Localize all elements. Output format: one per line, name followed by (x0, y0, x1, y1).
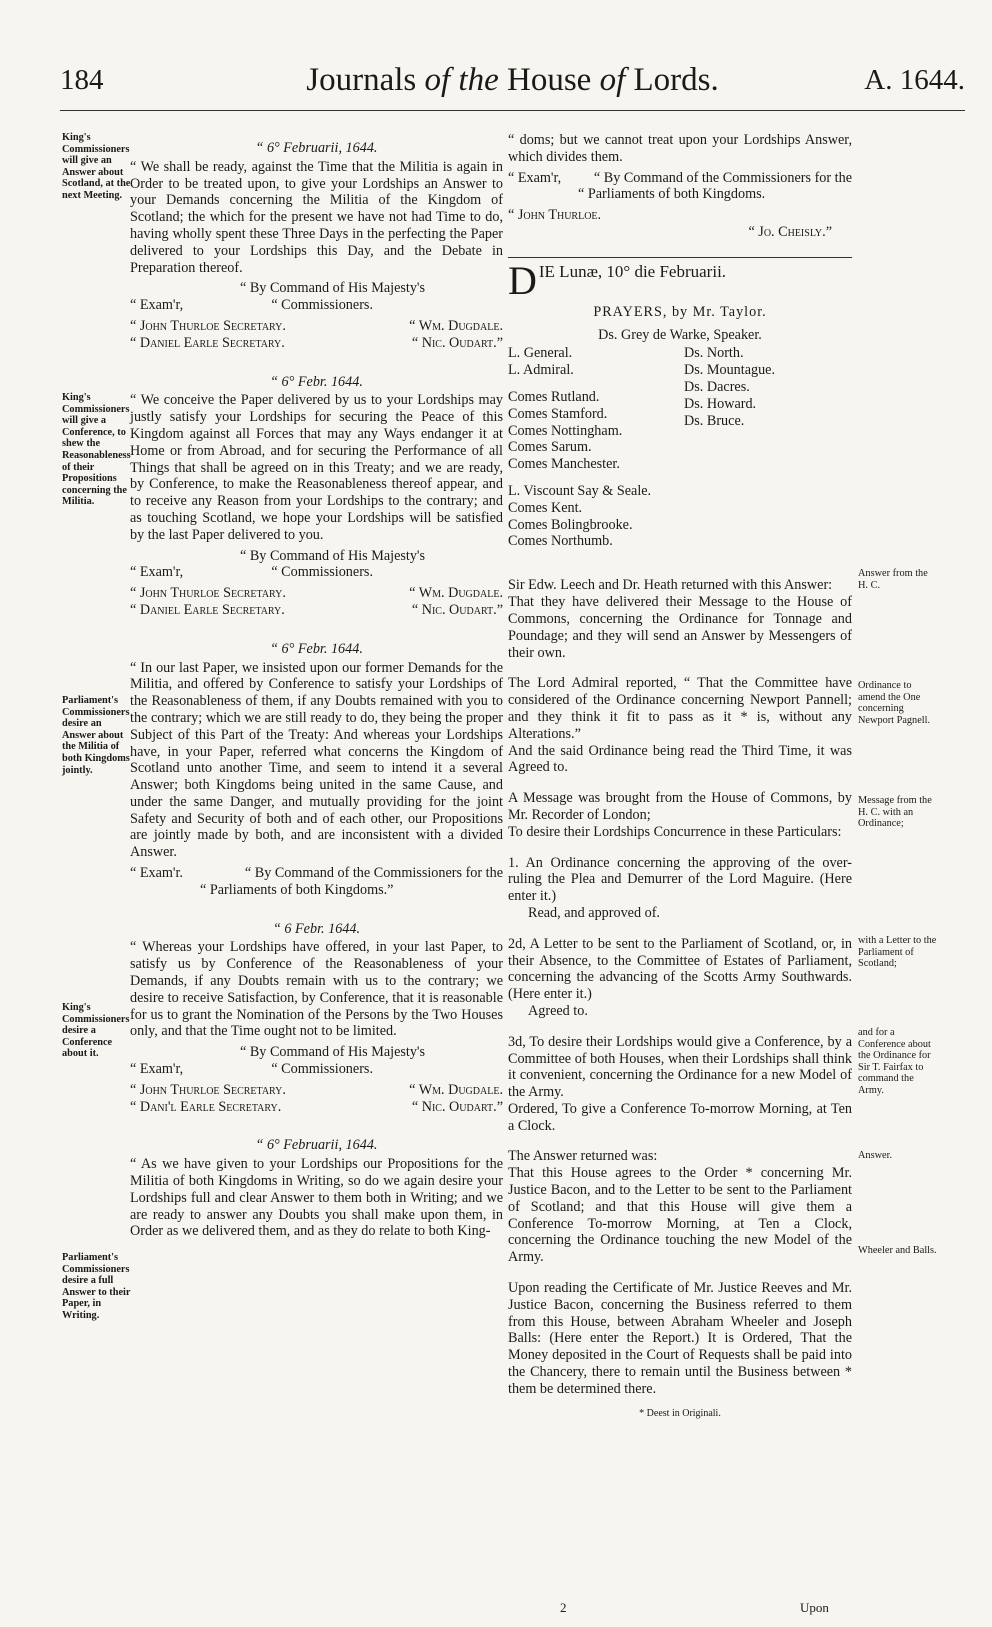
signer: “ Daniel Earle Secretary. (130, 334, 285, 351)
title-word: Lords. (633, 62, 719, 98)
footnote: * Deest in Originali. (639, 1407, 721, 1419)
signer: “ Nic. Oudart.” (411, 1098, 503, 1115)
entry-text: Sir Edw. Leech and Dr. Heath returned with this Answer: (508, 577, 833, 594)
attendance-roster (508, 345, 852, 577)
entry-text: Ordered, To give a Conference To-morrow Morning, at Ten a Clock. (508, 1100, 852, 1134)
roster-entry: Ds. Howard. (684, 395, 757, 412)
minute-entry (130, 921, 503, 1116)
roster-column-peers (508, 345, 651, 550)
entry-text: Agreed to. (528, 1002, 588, 1019)
title-word: Journals (306, 62, 417, 98)
prayers-line: PRAYERS, by Mr. Taylor. (593, 303, 767, 320)
entry-text: That this House agrees to the Order * concerning Mr. Justice Bacon, and to the Letter to be sent to the Parliament of Scotland; and that this House will give them a Conference To-morrow Morning, at Ten a Clock, concerning the Ordinance touching the new Model of the Army. (508, 1165, 852, 1266)
day-heading (508, 257, 852, 303)
margin-note: Message from the H. C. with an Ordinance; (858, 795, 932, 830)
entry-text: “ We shall be ready, against the Time that the Militia is again in Order to be treated upon, to give your Lordships an Answer to your Demands concerning the Militia of the Kingdom of Scotland; the which for the present we have not had Time to do, having wholly spent these Three Days in the perfecting the Paper delivered to your Lordships this Day, and the Debate in Preparation thereof. (130, 158, 503, 276)
title-word: the (458, 62, 499, 98)
title-word: of (424, 62, 451, 98)
signature-block (130, 548, 503, 619)
signature-mark: 2 (560, 1600, 567, 1615)
entry-text: 1. An Ordinance concerning the approving of the over-ruling the Plea and Demurrer of the Lord Maguire. (Here enter it.) (508, 854, 852, 905)
title-word: of (599, 62, 626, 98)
margin-note: King's Commissioners will give a Conference, to shew the Reasonableness of their Propositions concerning the Militia. (62, 392, 131, 508)
entry-text: 2d, A Letter to be sent to the Parliament of Scotland, or, in their Absence, to the Committee of Estates of Parliament, concerning the advancing of the Scotts Army Southwards. (Here enter it.) (508, 935, 852, 1003)
signer: “ Daniel Earle Secretary. (130, 601, 285, 618)
entry-text: “ We conceive the Paper delivered by us to your Lordships may justly satisfy your Lordships for securing the Peace of this Kingdom against all Forces that may any Ways endanger it at Home or from Abroad, and for securing the Performance of all Things that shall be agreed on in this Treaty; and we are ready, by Conference, to make the Reasonableness thereof appear, and to receive any Reason from your Lordships to the contrary; and as touching Scotland, we hope your Lordships will be satisfied by the last Paper delivered to you. (130, 392, 503, 543)
roster-entry: Comes Rutland. (508, 388, 600, 405)
roster-entry: Comes Kent. (508, 499, 583, 516)
examined-mark: “ Exam'r, (130, 297, 184, 314)
entry-text: A Message was brought from the House of Commons, by Mr. Recorder of London; (508, 790, 852, 823)
examined-mark: “ Exam'r. (130, 865, 183, 882)
speaker-line: Ds. Grey de Warke, Speaker. (598, 326, 762, 343)
entry-text: To desire their Lordships Concurrence in these Particulars: (508, 823, 842, 840)
drop-cap: D (508, 257, 537, 303)
entry-date: “ 6° Febr. 1644. (270, 640, 363, 657)
signer: “ John Thurloe Secretary. (130, 317, 286, 334)
entry-text: “ As we have given to your Lordships our Propositions for the Militia of both Kingdoms in Writing, so do we again desire your Lordships full and clear Answer to them both in Writing; and we are ready to answer any Doubts you shall make upon them, in Order as we delivered them, and as they do relate to both King- (130, 1156, 503, 1240)
entry-text: The Lord Admiral reported, “ That the Committee have considered of the Ordinance concerning Newport Pannell; and they think it fit to pass as it * is, without any Alterations.” (508, 675, 852, 742)
entry-date: “ 6° Februarii, 1644. (255, 140, 378, 156)
roster-entry: Comes Stamford. (508, 405, 608, 422)
entry-date: “ 6 Febr. 1644. (272, 920, 361, 937)
signature-block (130, 280, 503, 351)
day-heading-text: IE Lunæ, 10° die Februarii. (538, 261, 727, 281)
entry-text: And the said Ordinance being read the Third Time, it was Agreed to. (508, 742, 852, 776)
roster-entry: Comes Sarum. (508, 439, 592, 456)
roster-entry: Comes Northumb. (508, 533, 613, 550)
roster-entry: Comes Manchester. (508, 456, 620, 473)
page-number: 184 (60, 64, 104, 96)
signer: “ Jo. Cheisly.” (748, 223, 832, 240)
signer: “ John Thurloe Secretary. (130, 585, 286, 602)
examined-mark: “ Exam'r, (130, 1061, 184, 1078)
left-column (130, 140, 503, 1240)
entry-text: Read, and approved of. (528, 904, 660, 921)
running-year: A. 1644. (864, 64, 965, 96)
commissioners-line: “ Parliaments of both Kingdoms.” (200, 881, 394, 898)
signer: “ Nic. Oudart.” (411, 601, 503, 618)
entry-text: That they have delivered their Message to the House of Commons, concerning the Ordinance for Tonnage and Poundage; and they will send an Answer by Messengers of their own. (508, 594, 852, 661)
signer: “ Wm. Dugdale. (409, 1081, 503, 1098)
roster-entry: L. General. (508, 345, 573, 362)
entry-text: Upon reading the Certificate of Mr. Justice Reeves and Mr. Justice Bacon, concerning the Business referred to them from this House, between Abraham Wheeler and Joseph Balls: (Here enter the Report.) It is Ordered, That the Money deposited in the Court of Requests shall be paid into the Chancery, there to remain until the Business between * them be determined there. (508, 1280, 852, 1397)
signer: “ Nic. Oudart.” (411, 334, 503, 351)
title-word: House (507, 62, 592, 98)
roster-entry: L. Admiral. (508, 362, 574, 379)
roster-entry: Ds. Mountague. (684, 362, 776, 379)
signer: “ John Thurloe Secretary. (130, 1081, 286, 1098)
running-title (60, 62, 965, 99)
roster-entry: Comes Nottingham. (508, 422, 623, 439)
margin-note: Parliament's Commissioners desire an Answer about the Militia of both Kingdoms jointly. (62, 695, 130, 776)
command-line: “ By Command of His Majesty's (240, 1044, 426, 1061)
roster-entry: Ds. Dacres. (684, 378, 750, 395)
margin-note: King's Commissioners will give an Answer about Scotland, at the next Meeting. (62, 132, 131, 201)
margin-note: Parliament's Commissioners desire a full Answer to their Paper, in Writing. (62, 1252, 131, 1321)
right-column (508, 132, 852, 1422)
margin-note: and for a Conference about the Ordinance for Sir T. Fairfax to command the Army. (858, 1027, 931, 1096)
margin-note: Answer. (858, 1150, 893, 1161)
roster-column-barons (684, 345, 775, 429)
commissioners-line: “ Commissioners. (271, 1061, 373, 1078)
entry-text: The Answer returned was: (508, 1148, 658, 1165)
minute-entry (130, 140, 503, 352)
commissioners-line: “ Commissioners. (271, 297, 373, 314)
command-line: “ By Command of the Commissioners for the (244, 865, 503, 882)
signer: “ Wm. Dugdale. (409, 317, 503, 334)
margin-note: King's Commissioners desire a Conference about it. (62, 1002, 130, 1060)
entry-date: “ 6° Febr. 1644. (270, 373, 363, 390)
roster-entry: Comes Bolingbrooke. (508, 516, 633, 533)
examined-mark: “ Exam'r, (508, 169, 562, 186)
minute-entry (130, 374, 503, 619)
catchword: Upon (800, 1600, 829, 1615)
running-header (60, 62, 965, 111)
entry-text: “ Whereas your Lordships have offered, in your last Paper, to satisfy us by Conference of the Reasonableness of your Demands, if any Doubts remain with us to the contrary; we desire to receive Satisfaction, by Conference, that it is reasonable for us to grant the Nomination of the Persons by the Two Houses only, and that the Time ought not to be limited. (130, 939, 503, 1040)
entry-text: “ doms; but we cannot treat upon your Lordships Answer, which divides them. (508, 132, 852, 165)
margin-note: Ordinance to amend the One concerning Newport Pagnell. (858, 680, 931, 726)
entry-text: 3d, To desire their Lordships would give a Conference, by a Committee of both Houses, when their Lordships shall think it convenient, concerning the Ordinance for a new Model of the Army. (508, 1033, 852, 1101)
command-line: “ By Command of His Majesty's (240, 280, 426, 297)
margin-note: Wheeler and Balls. (858, 1245, 937, 1256)
entry-text: “ In our last Paper, we insisted upon our former Demands for the Militia, and offered by Conference to satisfy your Lordships of the Reasonableness of them, if any Doubts remained with you to the contrary; which we are still ready to do, they being the proper Subject of this Part of the Treaty: And whereas your Lordships have, in your Paper, referred what concerns the Kingdom of Scotland unto another Time, and seem to intend it a several Answer; both Kingdoms being united in the same Cause, and under the same Danger, and mutually providing for the joint Safety and Security of both and of each other, our Propositions are jointly made by both, and are inconsistent with a divided Answer. (130, 659, 503, 861)
entry-date: “ 6° Februarii, 1644. (255, 1137, 378, 1154)
roster-entry: Ds. North. (684, 345, 744, 362)
signature-block (508, 170, 852, 241)
roster-entry: L. Viscount Say & Seale. (508, 482, 652, 499)
signature-block (130, 1044, 503, 1115)
commissioners-line: “ Parliaments of both Kingdoms. (578, 186, 766, 203)
minute-entry (130, 641, 503, 899)
signer: “ John Thurloe. (508, 207, 602, 224)
margin-note: with a Letter to the Parliament of Scotland; (858, 935, 937, 970)
signature-block (130, 865, 503, 899)
command-line: “ By Command of the Commissioners for the (593, 169, 852, 186)
signer: “ Dani'l Earle Secretary. (130, 1098, 282, 1115)
roster-entry: Ds. Bruce. (684, 412, 745, 429)
command-line: “ By Command of His Majesty's (240, 547, 426, 564)
signer: “ Wm. Dugdale. (409, 585, 503, 602)
commissioners-line: “ Commissioners. (271, 564, 373, 581)
minute-entry (130, 1137, 503, 1240)
margin-note: Answer from the H. C. (858, 568, 928, 591)
examined-mark: “ Exam'r, (130, 564, 184, 581)
